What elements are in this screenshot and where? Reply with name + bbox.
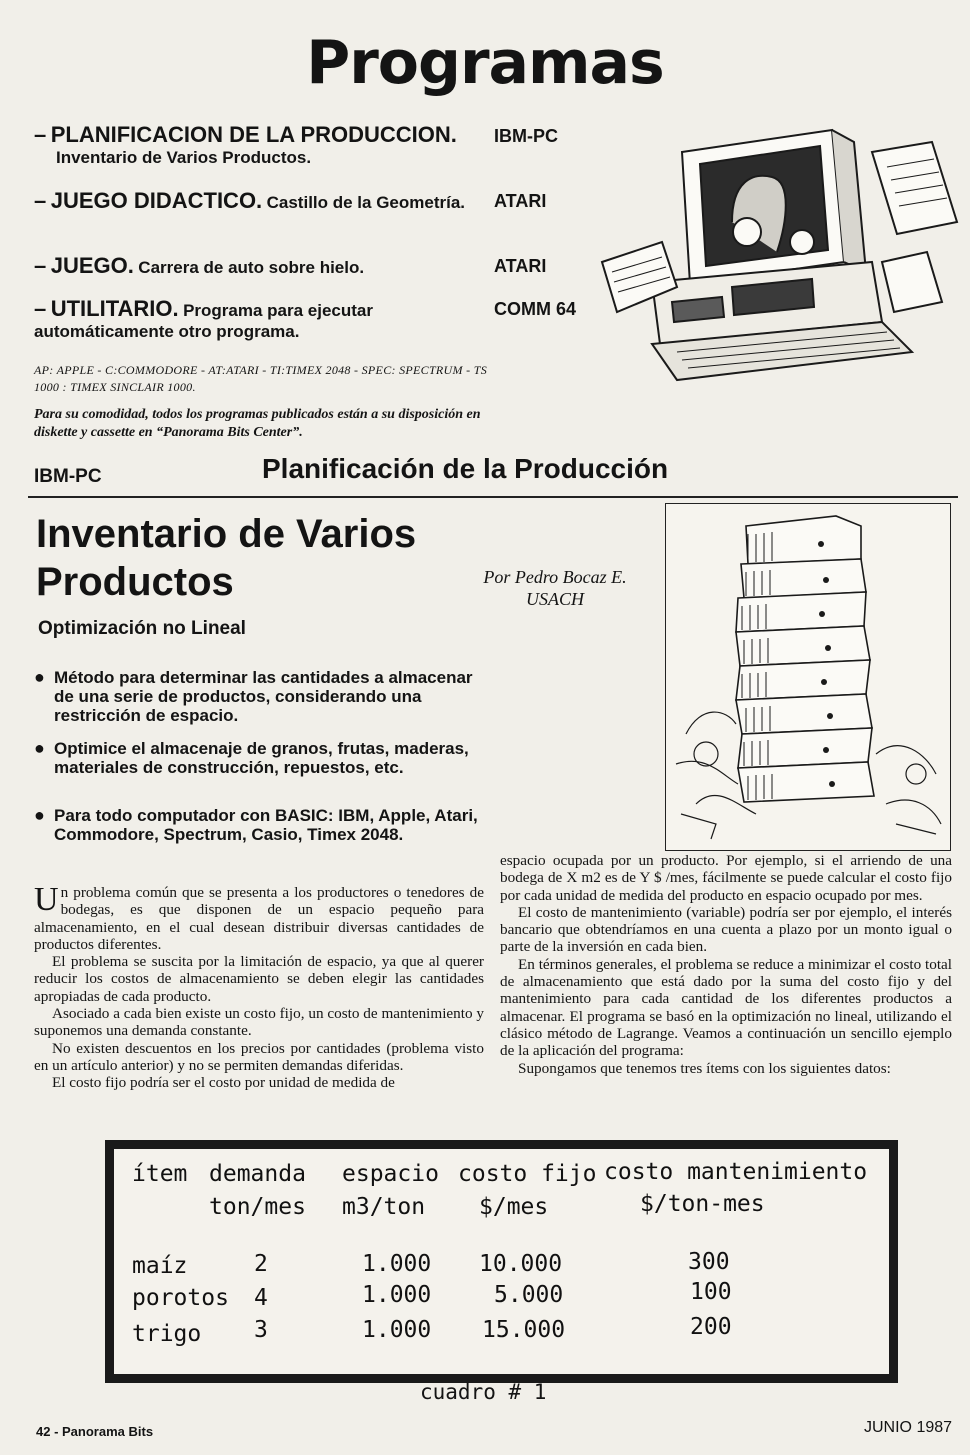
product-stack-illustration xyxy=(665,503,951,851)
table-header-demand: demanda xyxy=(209,1161,306,1187)
paragraph: espacio ocupada por un producto. Por ejemplo, si el arriendo de una bodega de X m2 es de Y $ /mes, fácilmente se puede calcular el costo fijo por cada unidad de medida del producto en espacio ocupado por mes. xyxy=(500,852,952,904)
program-platform: IBM-PC xyxy=(494,126,558,146)
table-unit-demand: ton/mes xyxy=(209,1194,306,1220)
paragraph: En términos generales, el problema se reduce a minimizar el costo total de almacenamiento que está dado por la suma del costo fijo y del mantenimiento para cada cantidad de los diferentes productos a almacenar. El programa se basó en la optimización no lineal, utilizando el clásico método de Lagrange. Veamos a continuación un sencillo ejemplo de la aplicación del programa: xyxy=(500,955,952,1060)
bullet-text: Optimice el almacenaje de granos, frutas, maderas, materiales de construcción, repuestos, etc. xyxy=(54,739,469,777)
bullet-dot-icon: ● xyxy=(34,805,45,825)
table-header-maintenance-cost: costo mantenimiento xyxy=(604,1159,868,1185)
table-header-item: ítem xyxy=(132,1161,188,1187)
platform-legend: AP: APPLE - C:COMMODORE - AT:ATARI - TI:TIMEX 2048 - SPEC: SPECTRUM - TS 1000 : TIMEX SINCLAIR 1000. xyxy=(34,363,487,394)
table-cell-item: porotos xyxy=(132,1285,229,1311)
program-dash: – xyxy=(34,188,47,213)
article-column-left xyxy=(34,881,484,1092)
program-item-4 xyxy=(34,296,494,342)
table-cell-fixed-cost: 15.000 xyxy=(482,1317,566,1343)
program-description: Programa para ejecutar automáticamente otro programa. xyxy=(34,301,373,341)
article-title-line-2: Productos xyxy=(36,560,234,604)
drop-cap: U xyxy=(34,881,59,918)
table-cell-space: 1.000 xyxy=(362,1282,432,1308)
program-platform: ATARI xyxy=(494,256,547,276)
section-title: Planificación de la Producción xyxy=(262,453,669,484)
table-cell-fixed-cost: 5.000 xyxy=(494,1282,564,1308)
table-unit-space: m3/ton xyxy=(342,1194,426,1220)
table-cell-demand: 2 xyxy=(254,1251,268,1277)
article-title xyxy=(36,510,486,606)
program-category: UTILITARIO. xyxy=(50,296,179,321)
table-cell-item: trigo xyxy=(132,1321,202,1347)
program-category: PLANIFICACION DE LA PRODUCCION. xyxy=(50,122,457,147)
program-description: Inventario de Varios Productos. xyxy=(56,148,312,167)
author-name: Por Pedro Bocaz E. xyxy=(483,567,627,587)
program-dash: – xyxy=(34,296,47,321)
bullet-text: Para todo computador con BASIC: IBM, Apple, Atari, Commodore, Spectrum, Casio, Timex 2048. xyxy=(54,806,478,844)
program-dash: – xyxy=(34,253,47,278)
program-item-2 xyxy=(34,188,494,214)
program-item-1 xyxy=(34,122,494,168)
program-platform: ATARI xyxy=(494,191,547,211)
feature-bullet xyxy=(34,739,489,777)
table-cell-maintenance: 200 xyxy=(690,1314,732,1340)
section-divider xyxy=(28,496,958,498)
table-header-space: espacio xyxy=(342,1161,439,1187)
paragraph-text: n problema común que se presenta a los productores o tenedores de bodegas, es que disponen de un espacio pequeño para almacenamiento, en el cual desean distribuir diversas cantidades de productos diferentes. xyxy=(34,884,484,953)
article-title-line-1: Inventario de Varios xyxy=(36,512,417,556)
bullet-text: Método para determinar las cantidades a almacenar de una serie de productos, considerando una restricción de espacio. xyxy=(54,668,473,725)
article-subtitle: Optimización no Lineal xyxy=(38,618,246,639)
table-cell-demand: 4 xyxy=(254,1285,268,1311)
paragraph: El costo fijo podría ser el costo por unidad de medida de xyxy=(52,1074,395,1092)
table-cell-maintenance: 100 xyxy=(690,1279,732,1305)
table-unit-maintenance: $/ton-mes xyxy=(640,1191,765,1217)
paragraph: El problema se suscita por la limitación de espacio, ya que al querer reducir los costos de almacenamiento se deben elegir las cantidades apropiadas de cada producto. xyxy=(34,953,484,1005)
paragraph: No existen descuentos en los precios por cantidades (problema visto en un artículo anterior) y no se permiten demandas diferidas. xyxy=(34,1039,484,1074)
program-dash: – xyxy=(34,122,47,147)
computer-illustration xyxy=(582,112,960,392)
footer-date: JUNIO 1987 xyxy=(864,1419,953,1436)
program-category: JUEGO DIDACTICO. xyxy=(50,188,263,213)
data-table xyxy=(105,1140,898,1383)
program-item-3 xyxy=(34,253,494,279)
paragraph xyxy=(34,881,484,953)
availability-note: Para su comodidad, todos los programas publicados están a su disposición en diskette y cassette en “Panorama Bits Center”. xyxy=(34,407,481,440)
table-cell-fixed-cost: 10.000 xyxy=(479,1251,563,1277)
paragraph: Asociado a cada bien existe un costo fijo, un costo de mantenimiento y suponemos una demanda constante. xyxy=(34,1005,484,1040)
author-affiliation: USACH xyxy=(526,589,584,609)
article-column-right xyxy=(500,852,952,1077)
table-header-fixed-cost: costo fijo xyxy=(458,1161,597,1187)
program-platform: COMM 64 xyxy=(494,299,577,319)
table-cell-maintenance: 300 xyxy=(688,1249,730,1275)
section-platform-tag: IBM-PC xyxy=(34,466,102,487)
bullet-dot-icon: ● xyxy=(34,738,45,758)
program-description: Castillo de la Geometría. xyxy=(266,193,466,212)
bullet-dot-icon: ● xyxy=(34,667,45,687)
page-title: Programas xyxy=(306,28,664,98)
table-cell-item: maíz xyxy=(132,1253,188,1279)
paragraph: El costo de mantenimiento (variable) podría ser por ejemplo, el interés bancario que obtendríamos en una cuenta a plazo por un monto igual o parte de la inversión en cada bien. xyxy=(500,903,952,956)
program-description: Carrera de auto sobre hielo. xyxy=(138,258,365,277)
program-category: JUEGO. xyxy=(50,253,134,278)
feature-bullet xyxy=(34,668,489,725)
table-unit-fixed-cost: $/mes xyxy=(479,1194,549,1220)
table-caption: cuadro # 1 xyxy=(420,1380,547,1404)
table-cell-space: 1.000 xyxy=(362,1251,432,1277)
footer-page-number: 42 - Panorama Bits xyxy=(36,1424,154,1439)
table-cell-demand: 3 xyxy=(254,1317,268,1343)
article-author xyxy=(470,566,640,610)
paragraph: Supongamos que tenemos tres ítems con los siguientes datos: xyxy=(518,1059,891,1077)
feature-bullet xyxy=(34,806,489,844)
table-cell-space: 1.000 xyxy=(362,1317,432,1343)
